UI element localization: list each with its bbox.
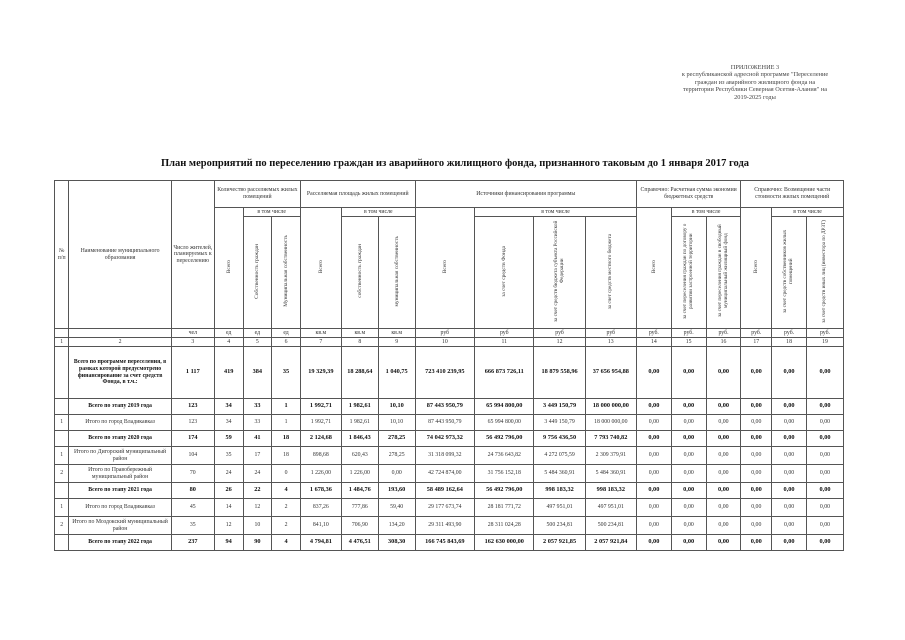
table-row — [55, 347, 844, 399]
col-number: 11 — [475, 338, 534, 347]
table-row — [55, 483, 844, 499]
col-number: 10 — [415, 338, 474, 347]
row-value: 0,00 — [706, 447, 741, 465]
header-src-region — [534, 217, 585, 329]
col-number: 9 — [378, 338, 415, 347]
row-value: 0,00 — [671, 465, 706, 483]
row-number — [55, 399, 69, 415]
col-number: 5 — [243, 338, 272, 347]
unit-cell: ед — [272, 329, 301, 338]
row-value: 1 226,00 — [300, 465, 341, 483]
header-area-private-label: собственность граждан — [356, 244, 363, 299]
col-number: 16 — [706, 338, 741, 347]
row-name: Итого по Правобережный муниципальный район — [69, 465, 171, 483]
row-value: 18 288,64 — [341, 347, 378, 399]
row-value: 0,00 — [706, 535, 741, 551]
row-value: 666 873 726,11 — [475, 347, 534, 399]
row-value: 24 — [243, 465, 272, 483]
row-name: Итого по город Владикавказ — [69, 499, 171, 517]
appendix-note — [640, 64, 870, 101]
col-number: 19 — [806, 338, 843, 347]
row-value: 0,00 — [636, 447, 671, 465]
header-num: № п/п — [55, 181, 69, 329]
col-number: 12 — [534, 338, 585, 347]
row-value: 0,00 — [772, 431, 807, 447]
row-number: 1 — [55, 415, 69, 431]
row-value: 24 736 643,82 — [475, 447, 534, 465]
row-value: 94 — [214, 535, 243, 551]
document-title: План мероприятий по переселению граждан из аварийного жилищного фонда, признанного таковым до 1 января 2017 года — [160, 158, 750, 169]
row-value: 0,00 — [741, 415, 772, 431]
row-value: 497 951,01 — [585, 499, 636, 517]
unit-cell: руб. — [806, 329, 843, 338]
unit-cell: руб — [415, 329, 474, 338]
header-area-muni — [378, 217, 415, 329]
row-value: 24 — [214, 465, 243, 483]
table-row — [55, 399, 844, 415]
row-value: 12 — [214, 517, 243, 535]
row-value: 0,00 — [806, 415, 843, 431]
row-value: 0,00 — [806, 347, 843, 399]
row-value: 0,00 — [741, 465, 772, 483]
row-value: 1 040,75 — [378, 347, 415, 399]
appendix-line: территории Республики Северная Осетия-Алания" на — [682, 86, 827, 94]
unit-cell: чел — [171, 329, 214, 338]
row-value: 723 410 239,95 — [415, 347, 474, 399]
table-header — [55, 181, 844, 347]
unit-cell: ед — [214, 329, 243, 338]
row-name: Итого по Моздокский муниципальный район — [69, 517, 171, 535]
row-value: 0,00 — [636, 499, 671, 517]
row-value: 1 117 — [171, 347, 214, 399]
row-value: 278,25 — [378, 431, 415, 447]
row-value: 18 — [272, 431, 301, 447]
row-value: 998 183,32 — [534, 483, 585, 499]
row-value: 0,00 — [671, 535, 706, 551]
header-src-local-label: за счет средств местного бюджета — [606, 233, 613, 309]
row-value: 18 000 000,00 — [585, 399, 636, 415]
row-value: 0,00 — [636, 517, 671, 535]
row-value: 0,00 — [806, 517, 843, 535]
row-value: 0,00 — [806, 483, 843, 499]
table-body — [55, 347, 844, 551]
header-ref1-b-label: за счет переселения граждан в свободный муниципальный жилищный фонд — [716, 224, 729, 318]
row-value: 65 994 800,00 — [475, 415, 534, 431]
row-value: 0,00 — [636, 431, 671, 447]
row-value: 70 — [171, 465, 214, 483]
row-value: 2 124,68 — [300, 431, 341, 447]
row-value: 0,00 — [636, 535, 671, 551]
row-value: 0,00 — [636, 465, 671, 483]
row-value: 56 492 796,00 — [475, 431, 534, 447]
row-number: 1 — [55, 447, 69, 465]
row-value: 500 234,81 — [585, 517, 636, 535]
row-value: 419 — [214, 347, 243, 399]
row-value: 5 484 360,91 — [585, 465, 636, 483]
row-value: 56 492 796,00 — [475, 483, 534, 499]
row-value: 0,00 — [806, 499, 843, 517]
row-value: 0,00 — [636, 483, 671, 499]
row-value: 37 656 954,88 — [585, 347, 636, 399]
row-value: 45 — [171, 499, 214, 517]
row-value: 1 226,00 — [341, 465, 378, 483]
table-row — [55, 499, 844, 517]
row-value: 10,10 — [378, 415, 415, 431]
row-value: 0,00 — [706, 499, 741, 517]
header-ref1-total-label: Всего — [650, 260, 657, 274]
row-value: 0,00 — [772, 447, 807, 465]
row-value: 0,00 — [741, 399, 772, 415]
row-value: 0,00 — [741, 499, 772, 517]
row-value: 1 484,76 — [341, 483, 378, 499]
header-incl: в том числе — [475, 208, 637, 217]
col-number: 7 — [300, 338, 341, 347]
unit-cell: руб. — [741, 329, 772, 338]
row-value: 59 — [214, 431, 243, 447]
unit-cell: руб. — [706, 329, 741, 338]
row-value: 87 443 950,79 — [415, 415, 474, 431]
row-value: 0,00 — [706, 415, 741, 431]
row-value: 0,00 — [671, 447, 706, 465]
row-value: 0,00 — [671, 431, 706, 447]
row-value: 4 476,51 — [341, 535, 378, 551]
row-value: 1 678,36 — [300, 483, 341, 499]
header-src-fund — [475, 217, 534, 329]
row-value: 29 177 673,74 — [415, 499, 474, 517]
row-value: 22 — [243, 483, 272, 499]
header-ref1-a-label: за счет переселения граждан по договору о развитии застроенной территории — [681, 223, 694, 319]
unit-cell: кв.м — [341, 329, 378, 338]
header-area-private — [341, 217, 378, 329]
row-value: 4 272 075,59 — [534, 447, 585, 465]
col-number: 1 — [55, 338, 69, 347]
row-value: 384 — [243, 347, 272, 399]
column-numbers-row — [55, 338, 844, 347]
header-ref2-b-label: за счет средств иных лиц (инвестора по ДРЗТ) — [821, 219, 828, 323]
header-group-sources: Источники финансирования программы — [415, 181, 636, 208]
table-row — [55, 465, 844, 483]
row-value: 0,00 — [741, 447, 772, 465]
appendix-line: 2019-2025 годы — [734, 93, 776, 101]
header-sources-total-label: Всего — [441, 260, 448, 274]
header-group-ref-savings: Справочно: Расчетная сумма экономии бюджетных средств — [636, 181, 740, 208]
row-value: 0,00 — [671, 415, 706, 431]
row-value: 308,30 — [378, 535, 415, 551]
row-value: 0,00 — [706, 483, 741, 499]
row-value: 193,60 — [378, 483, 415, 499]
unit-cell: руб — [475, 329, 534, 338]
header-ref1-total — [636, 208, 671, 329]
row-value: 0,00 — [772, 483, 807, 499]
row-value: 0,00 — [772, 465, 807, 483]
col-number: 4 — [214, 338, 243, 347]
header-residents: Число жителей, планируемых к переселению — [171, 181, 214, 329]
header-rooms-muni — [272, 217, 301, 329]
row-value: 58 489 162,64 — [415, 483, 474, 499]
header-group-rooms: Количество расселяемых жилых помещений — [214, 181, 300, 208]
row-number: 1 — [55, 499, 69, 517]
row-number — [55, 483, 69, 499]
row-value: 0,00 — [706, 399, 741, 415]
row-number — [55, 535, 69, 551]
col-number: 17 — [741, 338, 772, 347]
row-value: 0 — [272, 465, 301, 483]
table-row — [55, 517, 844, 535]
header-group-ref-compensation: Справочно: Возмещение части стоимости жилых помещений — [741, 181, 844, 208]
table-row — [55, 431, 844, 447]
row-value: 1 992,71 — [300, 399, 341, 415]
header-ref2-a — [772, 217, 807, 329]
appendix-line: ПРИЛОЖЕНИЕ 3 — [730, 64, 780, 71]
units-row — [55, 329, 844, 338]
row-value: 35 — [214, 447, 243, 465]
row-value: 0,00 — [772, 415, 807, 431]
row-value: 10 — [243, 517, 272, 535]
row-name: Всего по этапу 2019 года — [69, 399, 171, 415]
row-value: 123 — [171, 399, 214, 415]
row-value: 5 484 360,91 — [534, 465, 585, 483]
row-value: 18 — [272, 447, 301, 465]
row-value: 33 — [243, 415, 272, 431]
header-area-total-label: Всего — [317, 260, 324, 274]
row-value: 0,00 — [741, 431, 772, 447]
row-value: 0,00 — [671, 517, 706, 535]
col-number: 2 — [69, 338, 171, 347]
table-row — [55, 535, 844, 551]
row-value: 34 — [214, 415, 243, 431]
header-sources-total — [415, 208, 474, 329]
row-value: 2 057 921,85 — [534, 535, 585, 551]
row-value: 28 311 024,28 — [475, 517, 534, 535]
row-value: 841,10 — [300, 517, 341, 535]
row-name: Всего по этапу 2020 года — [69, 431, 171, 447]
row-value: 0,00 — [806, 465, 843, 483]
header-incl: в том числе — [243, 208, 300, 217]
row-value: 0,00 — [671, 499, 706, 517]
row-value: 74 042 973,32 — [415, 431, 474, 447]
unit-cell: кв.м — [300, 329, 341, 338]
row-value: 1 982,61 — [341, 415, 378, 431]
row-value: 998 183,32 — [585, 483, 636, 499]
row-name: Итого по Дигорский муниципальный район — [69, 447, 171, 465]
col-number: 15 — [671, 338, 706, 347]
col-number: 18 — [772, 338, 807, 347]
header-ref1-b — [706, 217, 741, 329]
header-area-muni-label: муниципальная собственность — [393, 235, 400, 307]
row-value: 65 994 800,00 — [475, 399, 534, 415]
unit-cell: руб. — [772, 329, 807, 338]
row-value: 134,20 — [378, 517, 415, 535]
unit-cell: руб — [585, 329, 636, 338]
row-value: 0,00 — [706, 347, 741, 399]
unit-cell — [55, 329, 69, 338]
unit-cell: руб — [534, 329, 585, 338]
col-number: 6 — [272, 338, 301, 347]
resettlement-plan-table — [54, 180, 844, 551]
row-value: 0,00 — [706, 431, 741, 447]
row-number: 2 — [55, 517, 69, 535]
header-rooms-total — [214, 208, 243, 329]
row-value: 0,00 — [741, 347, 772, 399]
header-incl: в том числе — [671, 208, 741, 217]
header-rooms-total-label: Всего — [225, 260, 232, 274]
row-value: 104 — [171, 447, 214, 465]
unit-cell — [69, 329, 171, 338]
row-value: 35 — [272, 347, 301, 399]
row-value: 0,00 — [741, 483, 772, 499]
row-value: 0,00 — [671, 399, 706, 415]
header-rooms-muni-label: Муниципальная собственность — [283, 235, 290, 308]
row-value: 0,00 — [806, 431, 843, 447]
row-value: 2 — [272, 499, 301, 517]
row-value: 0,00 — [806, 535, 843, 551]
row-value: 0,00 — [772, 517, 807, 535]
unit-cell: руб. — [636, 329, 671, 338]
row-value: 0,00 — [806, 447, 843, 465]
row-value: 777,86 — [341, 499, 378, 517]
header-src-region-label: за счет средств бюджета субъекта Российской Федерации — [552, 220, 565, 322]
row-value: 174 — [171, 431, 214, 447]
row-value: 0,00 — [741, 535, 772, 551]
row-value: 278,25 — [378, 447, 415, 465]
row-value: 0,00 — [741, 517, 772, 535]
row-value: 123 — [171, 415, 214, 431]
row-value: 162 630 000,00 — [475, 535, 534, 551]
unit-cell: кв.м — [378, 329, 415, 338]
row-value: 0,00 — [671, 483, 706, 499]
row-value: 0,00 — [772, 399, 807, 415]
row-value: 3 449 150,79 — [534, 415, 585, 431]
row-value: 1 846,43 — [341, 431, 378, 447]
header-incl: в том числе — [341, 208, 415, 217]
row-value: 31 318 099,32 — [415, 447, 474, 465]
row-value: 7 793 740,82 — [585, 431, 636, 447]
row-value: 2 057 921,84 — [585, 535, 636, 551]
row-value: 0,00 — [772, 347, 807, 399]
row-value: 0,00 — [806, 399, 843, 415]
header-group-area: Расселяемая площадь жилых помещений — [300, 181, 415, 208]
unit-cell: ед — [243, 329, 272, 338]
row-value: 31 756 152,18 — [475, 465, 534, 483]
row-value: 166 745 843,69 — [415, 535, 474, 551]
row-value: 2 309 379,91 — [585, 447, 636, 465]
row-value: 0,00 — [772, 535, 807, 551]
col-number: 8 — [341, 338, 378, 347]
row-value: 34 — [214, 399, 243, 415]
appendix-line: к республиканской адресной программе "Переселение — [681, 71, 829, 79]
row-name: Всего по этапу 2021 года — [69, 483, 171, 499]
row-value: 0,00 — [772, 499, 807, 517]
col-number: 13 — [585, 338, 636, 347]
row-value: 59,40 — [378, 499, 415, 517]
row-value: 90 — [243, 535, 272, 551]
row-value: 500 234,81 — [534, 517, 585, 535]
row-value: 42 724 874,00 — [415, 465, 474, 483]
row-value: 620,43 — [341, 447, 378, 465]
row-value: 0,00 — [636, 415, 671, 431]
row-number — [55, 431, 69, 447]
row-value: 706,90 — [341, 517, 378, 535]
row-number — [55, 347, 69, 399]
row-value: 3 449 150,79 — [534, 399, 585, 415]
row-value: 4 — [272, 483, 301, 499]
header-incl: в том числе — [772, 208, 844, 217]
row-value: 17 — [243, 447, 272, 465]
header-rooms-private-label: Собственность граждан — [254, 243, 261, 299]
row-value: 4 — [272, 535, 301, 551]
header-src-fund-label: за счет средств Фонда — [501, 245, 508, 297]
row-value: 14 — [214, 499, 243, 517]
row-value: 18 000 000,00 — [585, 415, 636, 431]
header-name: Наименование муниципального образования — [69, 181, 171, 329]
row-value: 19 329,39 — [300, 347, 341, 399]
row-name: Итого по город Владикавказ — [69, 415, 171, 431]
appendix-line: граждан из аварийного жилищного фонда на — [694, 78, 816, 86]
col-number: 3 — [171, 338, 214, 347]
row-value: 0,00 — [706, 465, 741, 483]
row-value: 837,26 — [300, 499, 341, 517]
row-value: 2 — [272, 517, 301, 535]
header-ref2-total — [741, 208, 772, 329]
header-ref2-a-label: за счет средств собственников жилых помещений — [782, 229, 795, 313]
header-rooms-private — [243, 217, 272, 329]
header-area-total — [300, 208, 341, 329]
row-value: 497 951,01 — [534, 499, 585, 517]
row-value: 33 — [243, 399, 272, 415]
row-value: 898,68 — [300, 447, 341, 465]
row-value: 1 992,71 — [300, 415, 341, 431]
unit-cell: руб. — [671, 329, 706, 338]
row-value: 237 — [171, 535, 214, 551]
row-value: 4 794,81 — [300, 535, 341, 551]
row-value: 12 — [243, 499, 272, 517]
row-value: 28 181 771,72 — [475, 499, 534, 517]
row-value: 1 — [272, 399, 301, 415]
row-number: 2 — [55, 465, 69, 483]
row-value: 29 311 493,90 — [415, 517, 474, 535]
row-value: 18 879 558,96 — [534, 347, 585, 399]
row-value: 1 — [272, 415, 301, 431]
row-value: 0,00 — [636, 347, 671, 399]
row-name: Всего по этапу 2022 года — [69, 535, 171, 551]
row-value: 0,00 — [636, 399, 671, 415]
row-value: 80 — [171, 483, 214, 499]
header-ref2-total-label: Всего — [753, 260, 760, 274]
row-value: 1 982,61 — [341, 399, 378, 415]
row-value: 26 — [214, 483, 243, 499]
row-value: 35 — [171, 517, 214, 535]
header-ref1-a — [671, 217, 706, 329]
row-value: 0,00 — [671, 347, 706, 399]
row-value: 10,10 — [378, 399, 415, 415]
col-number: 14 — [636, 338, 671, 347]
row-value: 0,00 — [378, 465, 415, 483]
header-src-local — [585, 217, 636, 329]
row-value: 0,00 — [706, 517, 741, 535]
row-name: Всего по программе переселения, в рамках которой предусмотрено финансирование за счет средств Фонда, в т.ч.: — [69, 347, 171, 399]
row-value: 41 — [243, 431, 272, 447]
table-row — [55, 415, 844, 431]
row-value: 9 756 436,50 — [534, 431, 585, 447]
row-value: 87 443 950,79 — [415, 399, 474, 415]
table-row — [55, 447, 844, 465]
header-ref2-b — [806, 217, 843, 329]
